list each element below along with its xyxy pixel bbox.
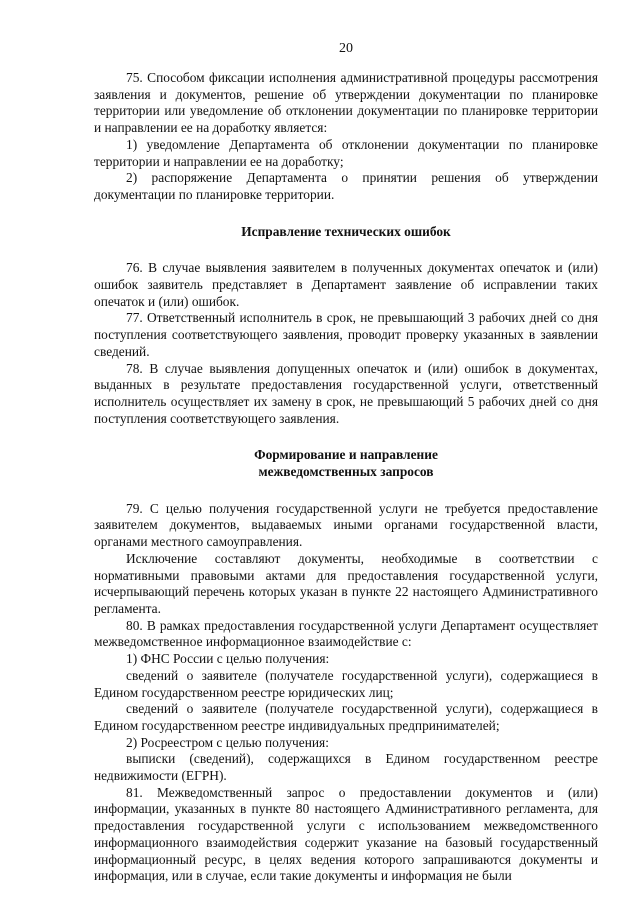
paragraph-80-item-1: 1) ФНС России с целью получения: <box>126 651 330 667</box>
paragraph-80-item-2: 2) Росреестром с целью получения: <box>126 734 329 750</box>
paragraph-77: 77. Ответственный исполнитель в срок, не превышающий 3 рабочих дней со дня поступления соответствующего заявления, проводит проверку указанных в заявлении сведений. <box>94 310 598 359</box>
paragraph-75-item-2: 2) распоряжение Департамента о принятии решения об утверждении документации по планировке территории. <box>94 170 598 202</box>
page-number: 20 <box>339 41 353 56</box>
paragraph-79: 79. С целью получения государственной услуги не требуется предоставление заявителем документов, выдаваемых иными органами государственной власти, органами местного самоуправления. <box>94 500 598 550</box>
paragraph-80: 80. В рамках предоставления государственной услуги Департамент осуществляет межведомственное информационное взаимодействие с: <box>94 617 598 650</box>
paragraph-78: 78. В случае выявления допущенных опечаток и (или) ошибок в документах, выданных в результате предоставления государственной услуги, ответственный исполнитель осуществляет их замену в срок, не превышающий 5 рабочих дней со дня поступления соответствующего заявления. <box>94 360 598 426</box>
paragraph-80-item-1-b: сведений о заявителе (получателе государственной услуги), содержащиеся в Едином государственном реестре индивидуальных предпринимателей; <box>94 701 598 733</box>
paragraph-81: 81. Межведомственный запрос о предоставлении документов и (или) информации, указанных в пункте 80 настоящего Административного регламента, для предоставления государственной услуги с использованием межведомственного информационного взаимодействия содержит указание на базовый государственный информационный ресурс, в целях ведения которого запрашиваются документы и информация, или в случае, если такие документы и информация не были <box>94 784 598 884</box>
section-heading-technical-errors <box>94 224 598 241</box>
paragraph-80-item-1-a: сведений о заявителе (получателе государственной услуги), содержащиеся в Едином государственном реестре юридических лиц; <box>94 667 598 700</box>
paragraph-79-exception: Исключение составляют документы, необходимые в соответствии с нормативными правовыми актами для предоставления государственной услуги, исчерпывающий перечень которых указан в пункте 22 настоящего Административного регламента. <box>94 550 598 616</box>
section-heading-line: межведомственных запросов <box>258 464 434 480</box>
section-heading-interagency-requests <box>94 447 598 480</box>
paragraph-80-item-2-a: выписки (сведений), содержащихся в Едином государственном реестре недвижимости (ЕГРН). <box>94 751 598 784</box>
section-heading-line: Исправление технических ошибок <box>241 223 451 239</box>
paragraph-76: 76. В случае выявления заявителем в полученных документах опечаток и (или) ошибок заявитель представляет в Департамент заявление об исправлении таких опечаток и (или) ошибок. <box>94 260 598 309</box>
paragraph-75: 75. Способом фиксации исполнения административной процедуры рассмотрения заявления и документов, решение об утверждении документации по планировке территории или уведомление об отклонении документации по планировке территории и направлении ее на доработку является: <box>94 70 598 136</box>
paragraph-75-item-1: 1) уведомление Департамента об отклонении документации по планировке территории и направлении ее на доработку; <box>94 136 598 169</box>
section-heading-line: Формирование и направление <box>254 447 438 463</box>
